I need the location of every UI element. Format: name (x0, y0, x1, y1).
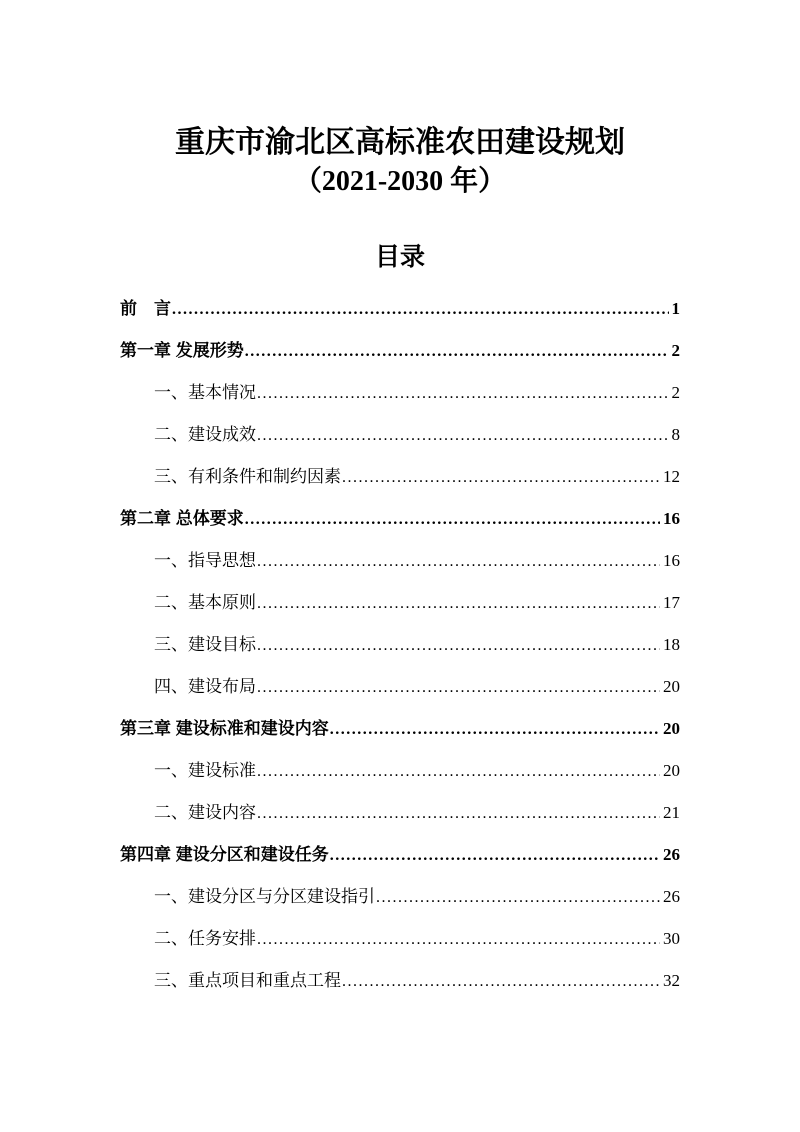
toc-dot-leader (257, 625, 660, 667)
toc-entry-section[interactable] (120, 456, 680, 498)
toc-entry-section[interactable] (120, 540, 680, 582)
toc-heading: 目录 (374, 243, 425, 272)
toc-page-number: 2 (671, 341, 680, 361)
toc-page-number: 20 (663, 677, 680, 697)
toc-dot-leader (330, 835, 660, 877)
toc-entry-section[interactable] (120, 792, 680, 834)
toc-page-number: 30 (663, 929, 680, 949)
toc-entry-section[interactable] (120, 918, 680, 960)
toc-entry-label: 一、基本情况 (154, 383, 256, 403)
toc-dot-leader (257, 373, 669, 415)
toc-page-number: 16 (663, 551, 680, 571)
toc-page-number: 12 (663, 467, 680, 487)
toc-page-number: 1 (671, 299, 680, 319)
toc-dot-leader (257, 667, 660, 709)
toc-entry-section[interactable] (120, 960, 680, 1002)
toc-page-number: 8 (671, 425, 680, 445)
toc-entry-chapter-4[interactable] (120, 834, 680, 876)
toc-dot-leader (376, 877, 660, 919)
toc-entry-label: 第一章 发展形势 (120, 341, 244, 361)
toc-page-number: 26 (663, 845, 680, 865)
toc-entry-label: 三、重点项目和重点工程 (154, 971, 341, 991)
toc-page-number: 18 (663, 635, 680, 655)
toc-entry-label: 第四章 建设分区和建设任务 (120, 845, 329, 865)
toc-dot-leader (257, 583, 660, 625)
toc-page-number: 26 (663, 887, 680, 907)
toc-dot-leader (245, 499, 660, 541)
document-subtitle: （2021-2030 年） (293, 165, 507, 197)
toc-dot-leader (342, 457, 660, 499)
document-title: 重庆市渝北区高标准农田建设规划 (175, 126, 625, 159)
toc-entry-label: 二、建设内容 (154, 803, 256, 823)
toc-entry-section[interactable] (120, 414, 680, 456)
toc-page-number: 17 (663, 593, 680, 613)
toc-dot-leader (257, 919, 660, 961)
toc-dot-leader (172, 289, 669, 331)
toc-entry-label: 四、建设布局 (154, 677, 256, 697)
toc-dot-leader (342, 961, 660, 1003)
toc-entry-label: 二、基本原则 (154, 593, 256, 613)
table-of-contents (120, 288, 680, 1002)
toc-page-number: 2 (671, 383, 680, 403)
toc-dot-leader (257, 541, 660, 583)
toc-page-number: 21 (663, 803, 680, 823)
toc-entry-label: 二、建设成效 (154, 425, 256, 445)
toc-entry-label: 第三章 建设标准和建设内容 (120, 719, 329, 739)
toc-entry-label: 一、建设分区与分区建设指引 (154, 887, 375, 907)
toc-entry-section[interactable] (120, 372, 680, 414)
toc-dot-leader (257, 793, 660, 835)
toc-entry-preface[interactable] (120, 288, 680, 330)
toc-entry-label: 一、建设标准 (154, 761, 256, 781)
toc-page-number: 32 (663, 971, 680, 991)
toc-entry-label: 第二章 总体要求 (120, 509, 244, 529)
toc-entry-label: 二、任务安排 (154, 929, 256, 949)
toc-page-number: 20 (663, 719, 680, 739)
toc-entry-chapter-1[interactable] (120, 330, 680, 372)
toc-entry-chapter-3[interactable] (120, 708, 680, 750)
toc-entry-section[interactable] (120, 624, 680, 666)
toc-page-number: 20 (663, 761, 680, 781)
toc-entry-section[interactable] (120, 582, 680, 624)
toc-entry-label: 前 言 (120, 299, 171, 319)
toc-entry-section[interactable] (120, 750, 680, 792)
toc-entry-chapter-2[interactable] (120, 498, 680, 540)
toc-entry-section[interactable] (120, 876, 680, 918)
toc-entry-label: 三、建设目标 (154, 635, 256, 655)
toc-page-number: 16 (663, 509, 680, 529)
toc-entry-label: 一、指导思想 (154, 551, 256, 571)
toc-dot-leader (245, 331, 669, 373)
toc-entry-label: 三、有利条件和制约因素 (154, 467, 341, 487)
toc-dot-leader (257, 415, 669, 457)
toc-entry-section[interactable] (120, 666, 680, 708)
toc-dot-leader (330, 709, 660, 751)
toc-dot-leader (257, 751, 660, 793)
